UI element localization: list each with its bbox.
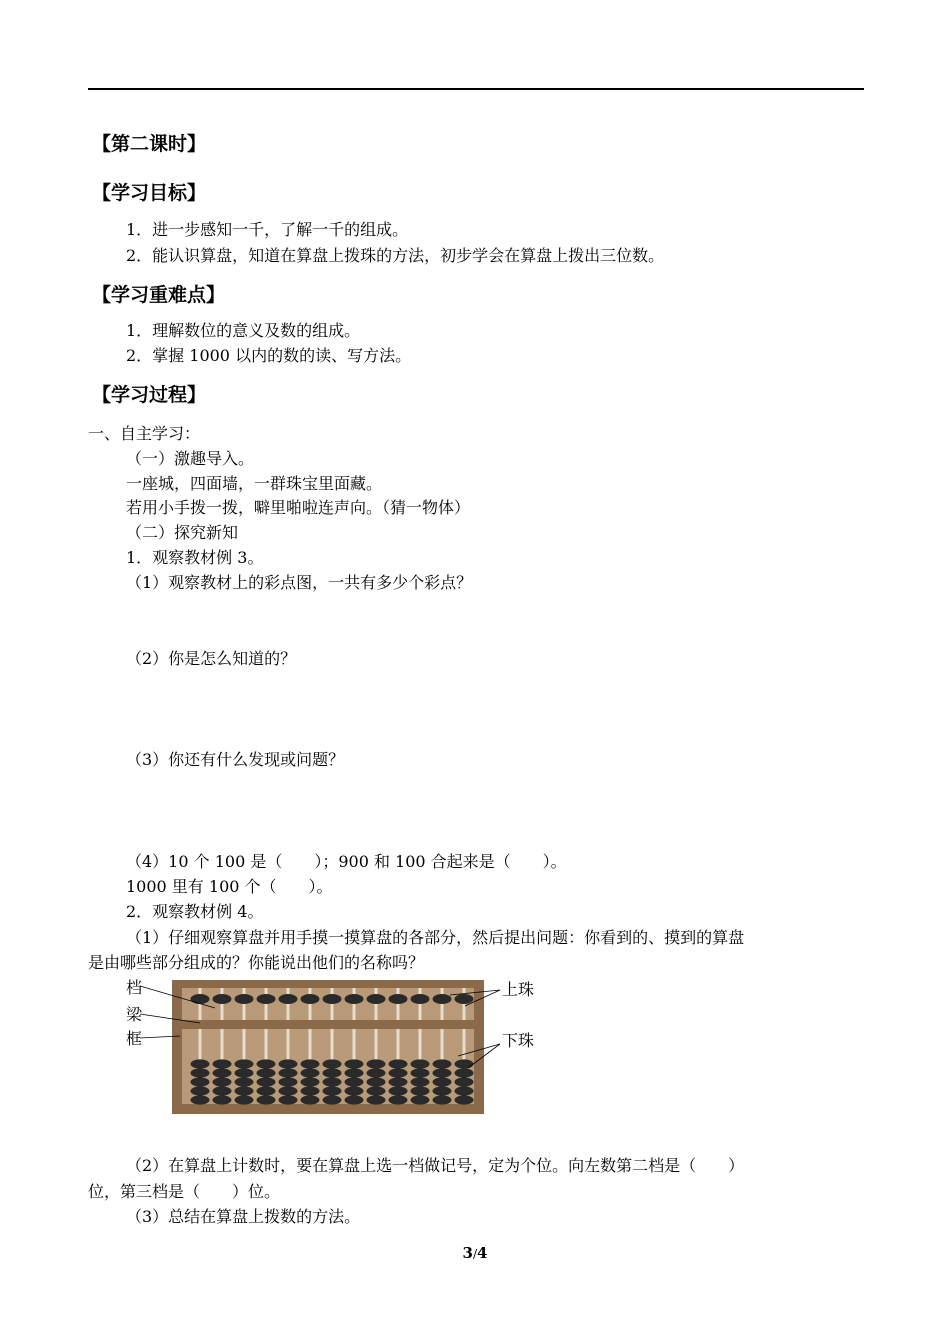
process-line: （一）激趣导入。 <box>126 449 255 468</box>
page-number <box>0 1244 950 1262</box>
process-line: （二）探究新知 <box>126 523 239 542</box>
lower-bead <box>257 1086 276 1095</box>
lower-bead <box>323 1077 342 1086</box>
label-upper-bead: 上珠 <box>502 980 535 999</box>
lower-bead <box>411 1059 430 1068</box>
key-point-item: 1．理解数位的意义及数的组成。 <box>126 321 361 340</box>
key-point-item: 2．掌握 1000 以内的数的读、写方法。 <box>126 346 412 365</box>
lower-bead <box>433 1095 452 1104</box>
lower-bead <box>191 1059 210 1068</box>
lower-bead <box>191 1086 210 1095</box>
lower-bead <box>279 1077 298 1086</box>
lesson-title: 【第二课时】 <box>92 133 207 155</box>
lower-bead <box>389 1086 408 1095</box>
lower-bead <box>213 1059 232 1068</box>
lower-bead <box>389 1095 408 1104</box>
lower-bead <box>367 1077 386 1086</box>
process-line: （2）在算盘上计数时，要在算盘上选一档做记号，定为个位。向左数第二档是（ ） <box>126 1156 745 1175</box>
lower-bead <box>191 1077 210 1086</box>
objective-item: 2．能认识算盘，知道在算盘上拨珠的方法，初步学会在算盘上拨出三位数。 <box>126 246 665 265</box>
lower-bead <box>279 1086 298 1095</box>
page-total: 4 <box>477 1244 488 1262</box>
upper-bead <box>323 994 342 1004</box>
lower-bead <box>345 1086 364 1095</box>
lower-bead <box>257 1059 276 1068</box>
lower-bead <box>411 1086 430 1095</box>
header-rule <box>88 88 864 90</box>
process-line: （1）观察教材上的彩点图，一共有多少个彩点？ <box>126 573 473 592</box>
lower-bead <box>433 1086 452 1095</box>
upper-bead <box>279 994 298 1004</box>
lower-bead <box>433 1077 452 1086</box>
lower-bead <box>389 1059 408 1068</box>
lower-bead <box>257 1077 276 1086</box>
upper-bead <box>433 994 452 1004</box>
lower-bead <box>213 1086 232 1095</box>
process-line: （3）你还有什么发现或问题？ <box>126 750 345 769</box>
lower-bead <box>367 1059 386 1068</box>
lower-bead <box>213 1095 232 1104</box>
label-lower-bead: 下珠 <box>502 1031 535 1050</box>
lower-bead <box>257 1095 276 1104</box>
lower-bead <box>191 1095 210 1104</box>
lower-bead <box>213 1077 232 1086</box>
upper-bead <box>345 994 364 1004</box>
lower-bead <box>367 1068 386 1077</box>
upper-bead <box>367 994 386 1004</box>
objectives-heading: 【学习目标】 <box>92 182 207 204</box>
label-rod: 档 <box>126 978 143 997</box>
lower-bead <box>323 1059 342 1068</box>
process-line: （3）总结在算盘上拨数的方法。 <box>126 1207 361 1226</box>
lower-bead <box>389 1077 408 1086</box>
process-line: （2）你是怎么知道的？ <box>126 649 297 668</box>
lower-bead <box>345 1077 364 1086</box>
lower-bead <box>389 1068 408 1077</box>
lower-bead <box>235 1068 254 1077</box>
abacus-figure <box>120 976 550 1121</box>
upper-bead <box>411 994 430 1004</box>
lower-bead <box>191 1068 210 1077</box>
lower-bead <box>345 1095 364 1104</box>
lower-bead <box>323 1095 342 1104</box>
lower-bead <box>301 1059 320 1068</box>
upper-bead <box>455 994 474 1004</box>
label-beam: 梁 <box>126 1005 143 1024</box>
lower-bead <box>455 1068 474 1077</box>
lower-bead <box>455 1086 474 1095</box>
lower-bead <box>323 1068 342 1077</box>
abacus-beam <box>182 1020 474 1029</box>
upper-bead <box>213 994 232 1004</box>
process-line: （1）仔细观察算盘并用手摸一摸算盘的各部分，然后提出问题：你看到的、摸到的算盘 <box>126 928 745 947</box>
key-points-heading: 【学习重难点】 <box>92 284 226 306</box>
lower-bead <box>301 1086 320 1095</box>
lower-bead <box>257 1068 276 1077</box>
lower-bead <box>235 1077 254 1086</box>
label-frame: 框 <box>126 1029 143 1048</box>
page-current: 3 <box>462 1244 473 1262</box>
lower-bead <box>455 1095 474 1104</box>
process-line: 若用小手拨一拨，噼里啪啦连声向。（猜一物体） <box>126 498 471 517</box>
upper-bead <box>301 994 320 1004</box>
lower-bead <box>411 1077 430 1086</box>
lower-bead <box>367 1095 386 1104</box>
lower-bead <box>411 1068 430 1077</box>
upper-bead <box>235 994 254 1004</box>
lower-bead <box>455 1059 474 1068</box>
upper-bead <box>191 994 210 1004</box>
lower-bead <box>213 1068 232 1077</box>
process-line: 位，第三档是（ ）位。 <box>88 1182 281 1201</box>
process-heading: 【学习过程】 <box>92 384 207 406</box>
upper-bead <box>257 994 276 1004</box>
lower-bead <box>433 1068 452 1077</box>
lower-bead <box>367 1086 386 1095</box>
objective-item: 1．进一步感知一千，了解一千的组成。 <box>126 220 409 239</box>
lower-bead <box>279 1059 298 1068</box>
lower-bead <box>433 1059 452 1068</box>
lower-bead <box>235 1059 254 1068</box>
process-line: 一、自主学习： <box>88 424 201 443</box>
upper-bead <box>389 994 408 1004</box>
process-line: 2．观察教材例 4。 <box>126 902 264 921</box>
lower-bead <box>345 1068 364 1077</box>
lower-bead <box>345 1059 364 1068</box>
process-line: 是由哪些部分组成的？你能说出他们的名称吗？ <box>88 953 425 972</box>
lower-bead <box>301 1068 320 1077</box>
lower-bead <box>235 1095 254 1104</box>
lower-bead <box>279 1068 298 1077</box>
process-line: （4）10 个 100 是（ ）；900 和 100 合起来是（ ）。 <box>126 852 567 871</box>
lower-bead <box>411 1095 430 1104</box>
process-line: 1．观察教材例 3。 <box>126 548 264 567</box>
lower-bead <box>323 1086 342 1095</box>
lower-bead <box>455 1077 474 1086</box>
lower-bead <box>301 1095 320 1104</box>
lower-bead <box>235 1086 254 1095</box>
lower-bead <box>301 1077 320 1086</box>
process-line: 1000 里有 100 个（ ）。 <box>126 877 333 896</box>
page-separator: / <box>472 1247 478 1261</box>
process-line: 一座城，四面墙，一群珠宝里面藏。 <box>126 474 383 493</box>
lower-bead <box>279 1095 298 1104</box>
